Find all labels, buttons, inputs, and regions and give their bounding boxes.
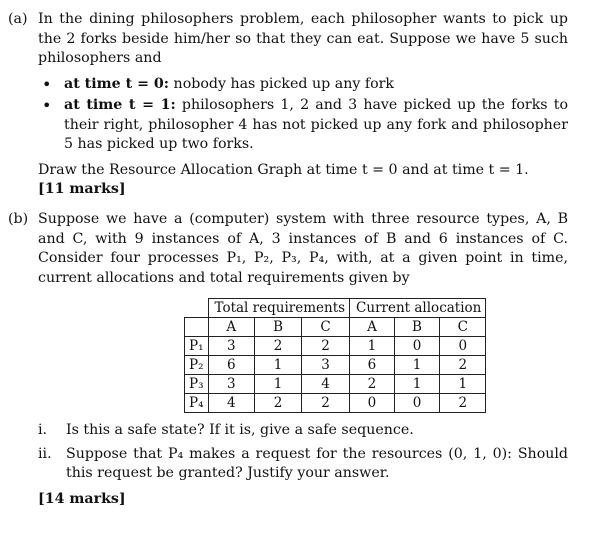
allocation-table bbox=[184, 298, 486, 413]
table-cell: 2 bbox=[350, 375, 395, 394]
bullet-text: philosophers 1, 2 and 3 have picked up the forks to their right, philosopher 4 has not picked up any fork and philosopher 5 has picked up two forks. bbox=[64, 97, 568, 152]
column-header: C bbox=[440, 318, 486, 337]
table-cell: 6 bbox=[208, 356, 255, 375]
process-label: P₃ bbox=[185, 375, 209, 394]
table-cell: 2 bbox=[302, 337, 350, 356]
table-cell: 2 bbox=[440, 394, 486, 413]
column-header: A bbox=[208, 318, 255, 337]
question-part-b bbox=[8, 210, 568, 509]
sub-question bbox=[38, 421, 568, 441]
table-cell: 4 bbox=[208, 394, 255, 413]
table-cell: 3 bbox=[208, 375, 255, 394]
process-label: P₁ bbox=[185, 337, 209, 356]
group-header-current: Current allocation bbox=[350, 299, 486, 318]
sub-question bbox=[38, 445, 568, 484]
table-row bbox=[185, 394, 486, 413]
table-cell: 3 bbox=[208, 337, 255, 356]
part-b-intro: Suppose we have a (computer) system with three resource types, A, B and C, with 9 instances of A, 3 instances of B and 6 instances of C. Consider four processes P₁, P₂, P₃, P₄, with, at a given point in time, current allocations and total requirements given by bbox=[38, 211, 568, 286]
part-a-label: (a) bbox=[8, 11, 28, 27]
table-cell: 1 bbox=[394, 375, 439, 394]
part-b-label: (b) bbox=[8, 211, 29, 227]
bullet-item bbox=[38, 96, 568, 155]
table-cell: 1 bbox=[394, 356, 439, 375]
column-header: B bbox=[255, 318, 302, 337]
table-cell: 3 bbox=[302, 356, 350, 375]
process-label: P₂ bbox=[185, 356, 209, 375]
table-cell: 0 bbox=[350, 394, 395, 413]
table-row bbox=[185, 337, 486, 356]
column-header: C bbox=[302, 318, 350, 337]
table-group-header-row bbox=[185, 299, 486, 318]
part-a-task: Draw the Resource Allocation Graph at time t = 0 and at time t = 1. bbox=[38, 161, 529, 178]
table-cell: 0 bbox=[394, 337, 439, 356]
process-label: P₄ bbox=[185, 394, 209, 413]
table-cell: 1 bbox=[255, 375, 302, 394]
table-column-header-row bbox=[185, 318, 486, 337]
bullet-item bbox=[38, 75, 568, 95]
group-header-total: Total requirements bbox=[208, 299, 350, 318]
sub-question-text: Suppose that P₄ makes a request for the resources (0, 1, 0): Should this request be granted? Justify your answer. bbox=[66, 445, 568, 481]
part-a-intro: In the dining philosophers problem, each philosopher wants to pick up the 2 forks beside him/her so that they can eat. Suppose we have 5 such philosophers and bbox=[38, 11, 568, 66]
bullet-lead: at time t = 0: bbox=[64, 75, 170, 92]
table-cell: 0 bbox=[440, 337, 486, 356]
table-cell: 0 bbox=[394, 394, 439, 413]
table-cell: 2 bbox=[255, 394, 302, 413]
table-cell: 1 bbox=[440, 375, 486, 394]
sub-question-number: i. bbox=[38, 422, 48, 438]
part-b-question-list bbox=[38, 421, 568, 484]
column-header: A bbox=[350, 318, 395, 337]
table-cell: 1 bbox=[350, 337, 395, 356]
sub-question-number: ii. bbox=[38, 445, 52, 462]
part-b-marks: [14 marks] bbox=[38, 490, 126, 507]
column-header: B bbox=[394, 318, 439, 337]
table-cell: 6 bbox=[350, 356, 395, 375]
part-a-bullet-list bbox=[8, 75, 568, 155]
table-cell: 1 bbox=[255, 356, 302, 375]
sub-question-text: Is this a safe state? If it is, give a safe sequence. bbox=[66, 422, 414, 438]
table-row bbox=[185, 375, 486, 394]
part-a-marks: [11 marks] bbox=[38, 181, 126, 197]
bullet-lead: at time t = 1: bbox=[64, 97, 176, 113]
bullet-text: nobody has picked up any fork bbox=[169, 75, 395, 92]
question-part-a bbox=[8, 10, 568, 200]
table-cell: 4 bbox=[302, 375, 350, 394]
table-cell: 2 bbox=[255, 337, 302, 356]
table-cell: 2 bbox=[302, 394, 350, 413]
table-cell: 2 bbox=[440, 356, 486, 375]
table-row bbox=[185, 356, 486, 375]
